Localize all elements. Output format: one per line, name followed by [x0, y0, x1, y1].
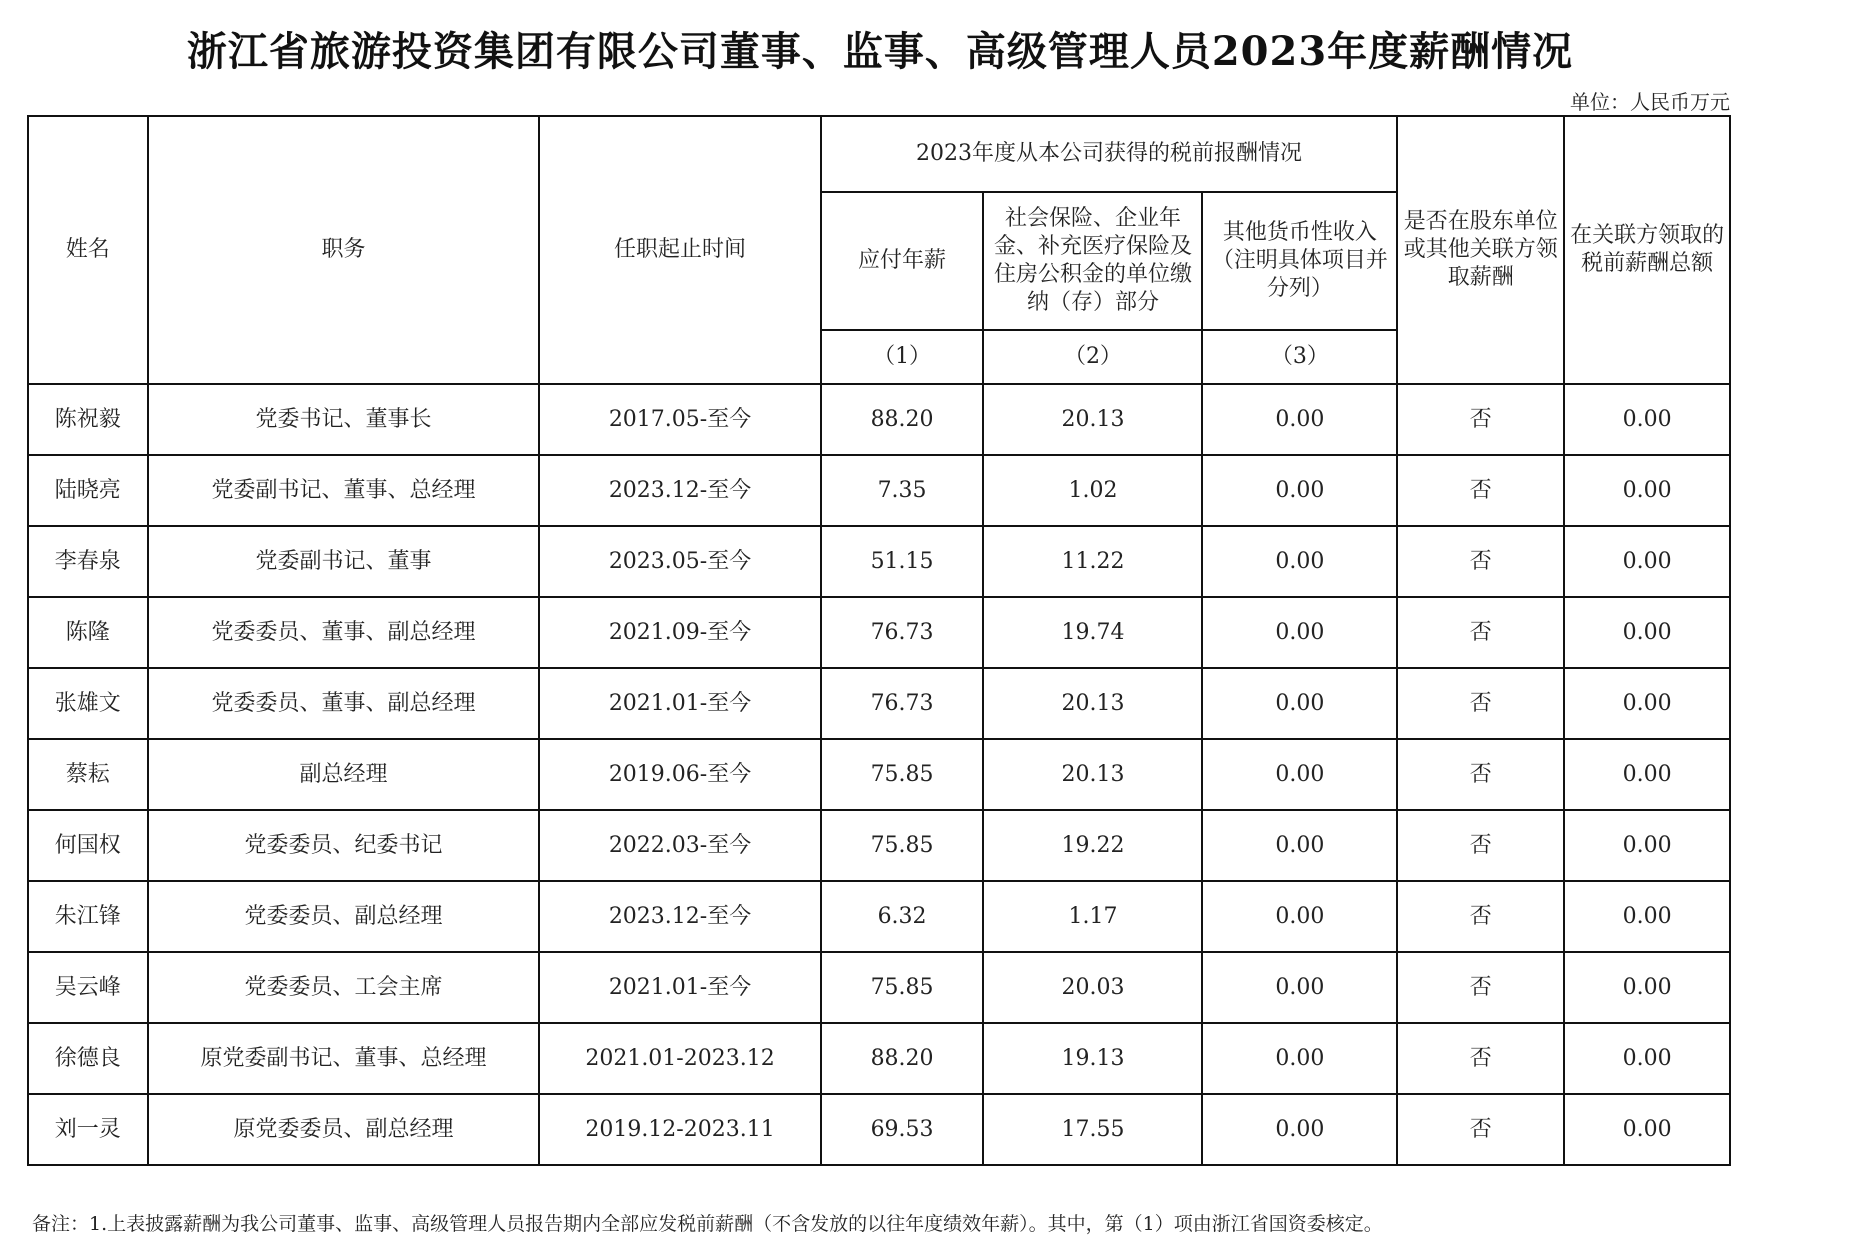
cell-other-income: 0.00 — [1202, 881, 1397, 952]
cell-other-income: 0.00 — [1202, 810, 1397, 881]
table-row — [28, 881, 1730, 952]
cell-tenure: 2021.01-2023.12 — [539, 1023, 820, 1094]
header-tenure: 任职起止时间 — [539, 116, 820, 384]
cell-social-insurance: 19.13 — [983, 1023, 1202, 1094]
footnote: 备注：1.上表披露薪酬为我公司董事、监事、高级管理人员报告期内全部应发税前薪酬（不含发放的以往年度绩效年薪）。其中，第（1）项由浙江省国资委核定。 — [32, 1213, 1383, 1235]
cell-related-party: 否 — [1397, 668, 1564, 739]
cell-name: 蔡耘 — [28, 739, 148, 810]
cell-position: 党委委员、工会主席 — [148, 952, 540, 1023]
table-row — [28, 952, 1730, 1023]
cell-position: 党委委员、董事、副总经理 — [148, 597, 540, 668]
cell-other-income: 0.00 — [1202, 1023, 1397, 1094]
header-annual-salary: 应付年薪 — [821, 192, 984, 330]
cell-tenure: 2019.12-2023.11 — [539, 1094, 820, 1165]
table-row — [28, 455, 1730, 526]
cell-name: 何国权 — [28, 810, 148, 881]
cell-related-total: 0.00 — [1564, 526, 1730, 597]
cell-related-total: 0.00 — [1564, 597, 1730, 668]
cell-other-income: 0.00 — [1202, 597, 1397, 668]
cell-other-income: 0.00 — [1202, 526, 1397, 597]
header-index-2: （2） — [983, 330, 1202, 384]
cell-related-party: 否 — [1397, 881, 1564, 952]
cell-related-total: 0.00 — [1564, 1023, 1730, 1094]
cell-related-party: 否 — [1397, 1023, 1564, 1094]
cell-tenure: 2023.12-至今 — [539, 455, 820, 526]
cell-annual-salary: 69.53 — [821, 1094, 984, 1165]
cell-related-total: 0.00 — [1564, 1094, 1730, 1165]
table-row — [28, 1023, 1730, 1094]
salary-table — [27, 115, 1731, 1166]
cell-related-party: 否 — [1397, 952, 1564, 1023]
cell-annual-salary: 51.15 — [821, 526, 984, 597]
cell-position: 党委委员、副总经理 — [148, 881, 540, 952]
cell-other-income: 0.00 — [1202, 455, 1397, 526]
cell-tenure: 2019.06-至今 — [539, 739, 820, 810]
header-position: 职务 — [148, 116, 540, 384]
cell-related-total: 0.00 — [1564, 668, 1730, 739]
cell-annual-salary: 88.20 — [821, 1023, 984, 1094]
cell-social-insurance: 17.55 — [983, 1094, 1202, 1165]
header-other-income: 其他货币性收入（注明具体项目并分列） — [1202, 192, 1397, 330]
cell-related-party: 否 — [1397, 1094, 1564, 1165]
cell-other-income: 0.00 — [1202, 384, 1397, 455]
cell-related-total: 0.00 — [1564, 810, 1730, 881]
header-name: 姓名 — [28, 116, 148, 384]
cell-position: 原党委委员、副总经理 — [148, 1094, 540, 1165]
table-row — [28, 384, 1730, 455]
table-row — [28, 1094, 1730, 1165]
cell-other-income: 0.00 — [1202, 952, 1397, 1023]
cell-name: 陈隆 — [28, 597, 148, 668]
table-row — [28, 668, 1730, 739]
cell-tenure: 2022.03-至今 — [539, 810, 820, 881]
header-index-1: （1） — [821, 330, 984, 384]
cell-annual-salary: 76.73 — [821, 668, 984, 739]
header-index-3: （3） — [1202, 330, 1397, 384]
cell-tenure: 2021.01-至今 — [539, 668, 820, 739]
cell-social-insurance: 20.03 — [983, 952, 1202, 1023]
cell-related-party: 否 — [1397, 384, 1564, 455]
table-row — [28, 526, 1730, 597]
cell-position: 原党委副书记、董事、总经理 — [148, 1023, 540, 1094]
table-row — [28, 810, 1730, 881]
unit-label: 单位：人民币万元 — [1570, 90, 1730, 114]
cell-tenure: 2021.01-至今 — [539, 952, 820, 1023]
page-title: 浙江省旅游投资集团有限公司董事、监事、高级管理人员2023年度薪酬情况 — [186, 28, 1574, 75]
cell-annual-salary: 76.73 — [821, 597, 984, 668]
cell-related-party: 否 — [1397, 739, 1564, 810]
cell-annual-salary: 75.85 — [821, 952, 984, 1023]
table-row — [28, 739, 1730, 810]
cell-name: 李春泉 — [28, 526, 148, 597]
cell-position: 党委委员、纪委书记 — [148, 810, 540, 881]
cell-name: 徐德良 — [28, 1023, 148, 1094]
cell-related-total: 0.00 — [1564, 952, 1730, 1023]
cell-annual-salary: 75.85 — [821, 739, 984, 810]
cell-social-insurance: 1.02 — [983, 455, 1202, 526]
cell-social-insurance: 1.17 — [983, 881, 1202, 952]
cell-social-insurance: 20.13 — [983, 739, 1202, 810]
cell-name: 刘一灵 — [28, 1094, 148, 1165]
header-row-1 — [28, 116, 1730, 192]
cell-related-total: 0.00 — [1564, 455, 1730, 526]
cell-position: 副总经理 — [148, 739, 540, 810]
header-social-insurance: 社会保险、企业年金、补充医疗保险及住房公积金的单位缴纳（存）部分 — [983, 192, 1202, 330]
cell-social-insurance: 11.22 — [983, 526, 1202, 597]
cell-social-insurance: 19.74 — [983, 597, 1202, 668]
cell-name: 陈祝毅 — [28, 384, 148, 455]
cell-related-total: 0.00 — [1564, 881, 1730, 952]
cell-other-income: 0.00 — [1202, 739, 1397, 810]
cell-social-insurance: 19.22 — [983, 810, 1202, 881]
cell-position: 党委副书记、董事 — [148, 526, 540, 597]
cell-annual-salary: 7.35 — [821, 455, 984, 526]
cell-position: 党委委员、董事、副总经理 — [148, 668, 540, 739]
cell-related-party: 否 — [1397, 810, 1564, 881]
cell-tenure: 2017.05-至今 — [539, 384, 820, 455]
cell-tenure: 2023.05-至今 — [539, 526, 820, 597]
cell-related-total: 0.00 — [1564, 384, 1730, 455]
cell-name: 陆晓亮 — [28, 455, 148, 526]
cell-annual-salary: 88.20 — [821, 384, 984, 455]
cell-other-income: 0.00 — [1202, 668, 1397, 739]
header-related-party: 是否在股东单位或其他关联方领取薪酬 — [1397, 116, 1564, 384]
cell-annual-salary: 75.85 — [821, 810, 984, 881]
cell-tenure: 2023.12-至今 — [539, 881, 820, 952]
header-related-total: 在关联方领取的税前薪酬总额 — [1564, 116, 1730, 384]
cell-tenure: 2021.09-至今 — [539, 597, 820, 668]
cell-related-party: 否 — [1397, 455, 1564, 526]
cell-related-total: 0.00 — [1564, 739, 1730, 810]
cell-social-insurance: 20.13 — [983, 384, 1202, 455]
cell-related-party: 否 — [1397, 526, 1564, 597]
cell-social-insurance: 20.13 — [983, 668, 1202, 739]
header-pretax-group: 2023年度从本公司获得的税前报酬情况 — [821, 116, 1398, 192]
cell-name: 朱江锋 — [28, 881, 148, 952]
cell-annual-salary: 6.32 — [821, 881, 984, 952]
table-row — [28, 597, 1730, 668]
cell-related-party: 否 — [1397, 597, 1564, 668]
cell-position: 党委副书记、董事、总经理 — [148, 455, 540, 526]
cell-name: 张雄文 — [28, 668, 148, 739]
cell-other-income: 0.00 — [1202, 1094, 1397, 1165]
cell-position: 党委书记、董事长 — [148, 384, 540, 455]
cell-name: 吴云峰 — [28, 952, 148, 1023]
